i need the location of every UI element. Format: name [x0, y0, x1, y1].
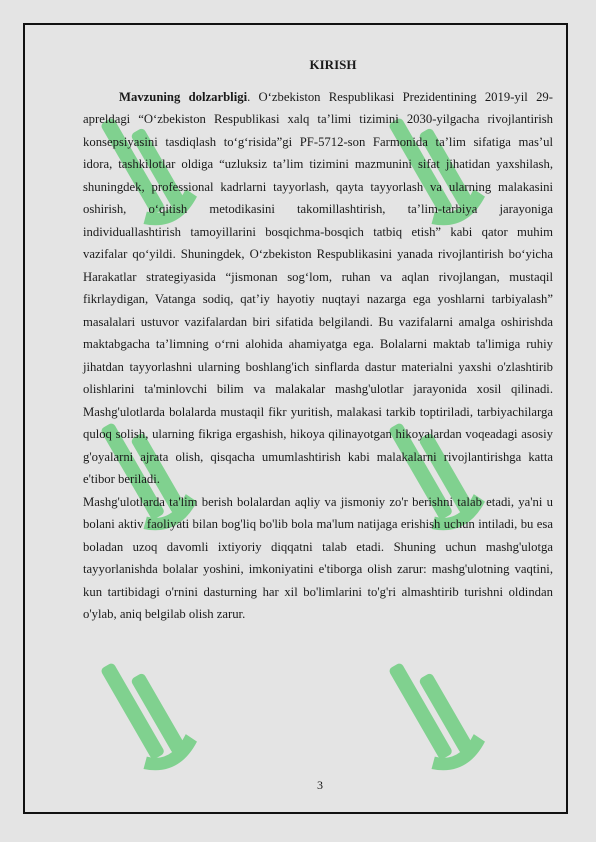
- paragraph-text: . O‘zbekiston Respublikasi Prezidentining 2019-yil 29-apreldagi “O‘zbekiston Respublikasi xalq ta’limi tizimini 2030-yilgacha rivojlantirish konsepsiyasini tasdiqlash to‘g‘risida”gi PF-5712-son Farmonida ta’lim sifatiga mas’ul idora, tashkilotlar oldiga “uzluksiz ta’lim tizimini mazmunini sifat jihatidan yaxshilash, shuningdek, professional kadrlarni tayyorlash, qayta tayyorlash va ularning malakasini oshirish, o‘qitish metodikasini takomillashtirish, ta’lim-tarbiya jarayoniga individuallashtirish tamoyillarini bosqichma-bosqich tatbiq etish” kabi qator muhim vazifalar qo‘yildi. Shuningdek, O‘zbekiston Respublikasini yanada rivojlantirish bo‘yicha Harakatlar strategiyasida “jismonan sog‘lom, ruhan va aqlan rivojlangan, mustaqil fikrlaydigan, Vatanga sodiq, qat’iy hayotiy nuqtayi nazarga ega yoshlarni tarbiyalash” masalalari ustuvor vazifalardan biri sifatida belgilandi. Bu vazifalarni amalga oshirishda maktabgacha ta’limning o‘rni alohida ahamiyatga ega. Bolalarni maktab ta'limiga ruhiy jihatdan tayyorlashni ularning boshlang'ich sinflarda dastur materialni yaxshi o'zlashtirib olishlarini ta'minlovchi bilim va malakalar mashg'ulotlar jarayonida xosil qilinadi. Mashg'ulotlarda bolalarda mustaqil fikr yuritish, malakasi tarkib toptiriladi, tarbiyachilarga quloq solish, ularning fikriga ergashish, hikoya qilinayotgan hikoyalardan voqeadagi asosiy g'oyalarni ajrata olish, qisqacha umumlashtirish kabi malakalarni rivojlantirishga katta e'tibor beriladi.: [83, 89, 553, 486]
- paragraph-relevance: [83, 86, 553, 491]
- document-body: [83, 54, 553, 626]
- paragraph-lead: Mavzuning dolzarbligi: [119, 89, 248, 104]
- section-title: KIRISH: [309, 57, 357, 72]
- page-number: 3: [317, 778, 323, 792]
- paragraph-lessons: Mashg'ulotlarda ta'lim berish bolalardan aqliy va jismoniy zo'r berishni talab etadi, ya'ni u bolani aktiv faoliyati bilan bog'liq bo'lib bola ma'lum natijaga erishish uchun intiladi, bu esa boladan uzoq davomli ixtiyoriy diqqatni talab etadi. Shuning uchun mashg'ulotga tayyorlanishda bolalar yoshini, imkoniyatini e'tiborga olish zarur: mashg'ulotning vaqtini, kun tartibidagi o'rnini dasturning har xil bo'limlarini to'g'ri almashtirib turishni oldindan o'ylab, aniq belgilab olish zarur.: [83, 494, 553, 621]
